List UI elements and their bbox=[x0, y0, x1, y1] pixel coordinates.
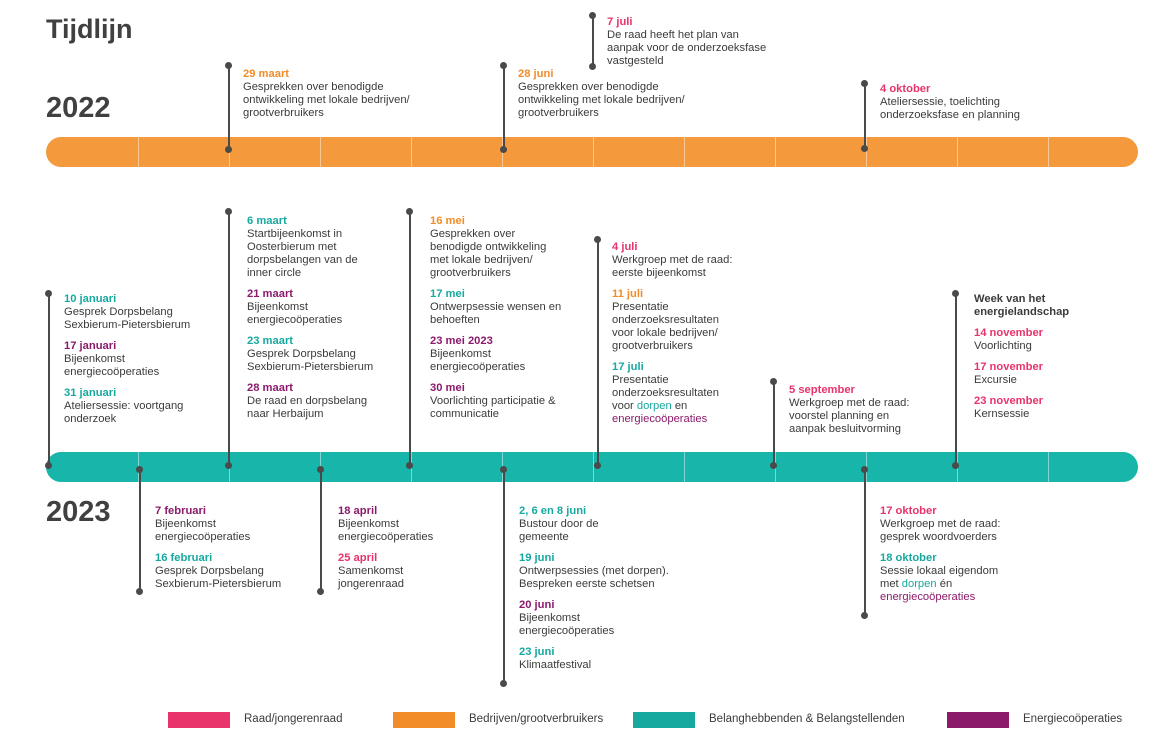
marker-line bbox=[409, 212, 411, 466]
legend-swatch bbox=[947, 712, 1009, 728]
marker-line bbox=[597, 240, 599, 466]
year-label-2022: 2022 bbox=[46, 92, 111, 124]
marker-dot bbox=[589, 63, 596, 70]
marker-line bbox=[773, 382, 775, 466]
marker-line bbox=[864, 470, 866, 616]
legend-label: Bedrijven/grootverbruikers bbox=[469, 713, 604, 725]
timeline-bar-2022 bbox=[46, 137, 1138, 167]
event-2023-march: 6 maart Startbijeenkomst in Oosterbierum met dorpsbelangen van de inner circle 21 maart Bijeenkomst energiecoöperaties 23 maart Gesprek Dorpsbelang Sexbierum-Pietersbierum 28 maart De raad en dorpsbelang naar Herbaijum bbox=[247, 215, 374, 420]
legend-swatch bbox=[633, 712, 695, 728]
timeline-bar-2023 bbox=[46, 452, 1138, 482]
marker-line bbox=[592, 16, 594, 68]
marker-dot bbox=[500, 146, 507, 153]
marker-dot bbox=[317, 588, 324, 595]
marker-line bbox=[228, 212, 230, 466]
event-2023-october: 17 oktober Werkgroep met de raad: gesprek woordvoerders 18 oktober Sessie lokaal eigendom met dorpen én energiecoöperaties bbox=[880, 505, 1001, 603]
event-2023-january: 10 januari Gesprek Dorpsbelang Sexbierum-Pietersbierum 17 januari Bijeenkomst energiecoöperaties 31 januari Ateliersessie: voortgang onderzoek bbox=[64, 293, 191, 425]
event-2022-1: 28 juni Gesprekken over benodigde ontwikkeling met lokale bedrijven/ grootverbruikers bbox=[518, 68, 685, 119]
legend-swatch bbox=[168, 712, 230, 728]
event-2023-september: 5 september Werkgroep met de raad: voorstel planning en aanpak besluitvorming bbox=[789, 384, 910, 435]
legend-label: Raad/jongerenraad bbox=[244, 713, 343, 725]
page-title: Tijdlijn bbox=[46, 14, 133, 44]
marker-dot bbox=[594, 462, 601, 469]
year-label-2023: 2023 bbox=[46, 496, 111, 528]
event-2023-may: 16 mei Gesprekken over benodigde ontwikkeling met lokale bedrijven/ grootverbruikers 17 mei Ontwerpsessie wensen en behoeften 23 mei 2023 Bijeenkomst energiecoöperaties 30 mei Voorlichting participatie & communicatie bbox=[430, 215, 562, 420]
marker-dot bbox=[861, 612, 868, 619]
marker-line bbox=[955, 294, 957, 466]
marker-line bbox=[503, 470, 505, 684]
marker-dot bbox=[136, 588, 143, 595]
marker-dot bbox=[952, 462, 959, 469]
event-2023-november: Week van het energielandschap 14 november Voorlichting 17 november Excursie 23 november Kernsessie bbox=[974, 293, 1070, 420]
event-2022-0: 29 maart Gesprekken over benodigde ontwikkeling met lokale bedrijven/ grootverbruikers bbox=[243, 68, 410, 119]
legend-swatch bbox=[393, 712, 455, 728]
legend-label: Belanghebbenden & Belangstellenden bbox=[709, 713, 905, 725]
marker-line bbox=[139, 470, 141, 592]
marker-line bbox=[503, 66, 505, 152]
event-2023-april: 18 april Bijeenkomst energiecoöperaties 25 april Samenkomst jongerenraad bbox=[338, 505, 434, 590]
marker-dot bbox=[861, 145, 868, 152]
marker-line bbox=[228, 66, 230, 152]
event-2022-2: 7 juli De raad heeft het plan van aanpak voor de onderzoeksfase vastgesteld bbox=[607, 16, 767, 67]
marker-line bbox=[320, 470, 322, 592]
marker-dot bbox=[225, 146, 232, 153]
marker-dot bbox=[770, 462, 777, 469]
marker-line bbox=[48, 294, 50, 466]
marker-dot bbox=[45, 462, 52, 469]
marker-dot bbox=[225, 462, 232, 469]
legend-label: Energiecoöperaties bbox=[1023, 713, 1123, 725]
event-2023-july: 4 juli Werkgroep met de raad: eerste bijeenkomst 11 juli Presentatie onderzoeksresultaten voor lokale bedrijven/ grootverbruikers 17 juli Presentatie onderzoeksresultaten voor dorpen en energiecoöperaties bbox=[612, 241, 733, 425]
marker-dot bbox=[500, 680, 507, 687]
marker-line bbox=[864, 84, 866, 150]
event-2023-june: 2, 6 en 8 juni Bustour door de gemeente 19 juni Ontwerpsessies (met dorpen). Bespreken eerste schetsen 20 juni Bijeenkomst energiecoöperaties 23 juni Klimaatfestival bbox=[519, 505, 669, 671]
marker-dot bbox=[406, 462, 413, 469]
event-2023-february: 7 februari Bijeenkomst energiecoöperaties 16 februari Gesprek Dorpsbelang Sexbierum-Pietersbierum bbox=[155, 505, 282, 590]
event-2022-3: 4 oktober Ateliersessie, toelichting onderzoeksfase en planning bbox=[880, 83, 1020, 121]
